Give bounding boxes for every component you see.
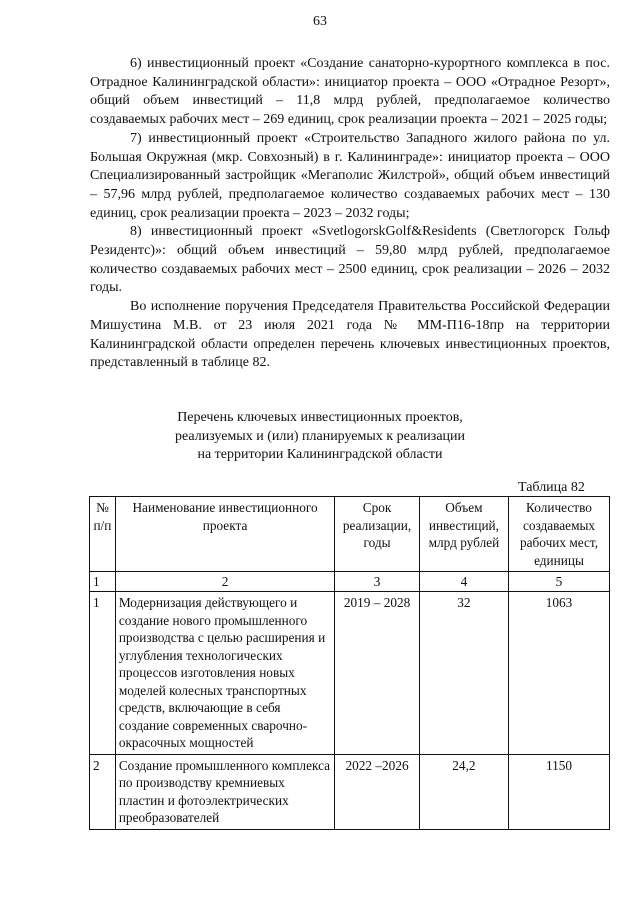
jobs-count: 1063 — [509, 592, 610, 755]
column-index: 4 — [419, 572, 508, 592]
header-investment-volume: Объем инвестиций, млрд рублей — [419, 497, 508, 572]
column-index: 2 — [115, 572, 335, 592]
body-text — [90, 55, 610, 373]
table-title-line: реализуемых и (или) планируемых к реализации — [174, 428, 466, 444]
investment-volume: 32 — [419, 592, 508, 755]
row-number: 1 — [90, 592, 116, 755]
jobs-count: 1150 — [509, 754, 610, 829]
table-label: Таблица 82 — [518, 480, 585, 495]
table-title-line: на территории Калининградской области — [197, 447, 443, 462]
project-term: 2022 –2026 — [335, 754, 420, 829]
table-header-row — [90, 497, 610, 572]
paragraph-instruction: Во исполнение поручения Председателя Правительства Российской Федерации Мишустина М.В. от 23 июля 2021 года № ММ-П16-18пр на территории Калининградской области определен перечень ключевых инвестиционных проектов, представленный в таблице 82. — [90, 299, 610, 371]
column-index: 1 — [90, 572, 116, 592]
table-title-line: Перечень ключевых инвестиционных проектов, — [177, 410, 463, 425]
header-jobs: Количество создаваемых рабочих мест, единицы — [509, 497, 610, 572]
column-index: 5 — [509, 572, 610, 592]
paragraph-project-8: 8) инвестиционный проект «SvetlogorskGolf&Residents (Светлогорск Гольф Резидентс)»: общий объем инвестиций – 59,80 млрд рублей, предполагаемое количество создаваемых рабочих мест – 2500 единиц, срок реализации – 2026 – 2032 годы. — [90, 224, 610, 296]
row-number: 2 — [90, 754, 116, 829]
project-name: Модернизация действующего и создание нового промышленного производства с целью расширения и углубления технологических процессов изготовления новых моделей колесных транспортных средств, включающие в себя создание современных сварочно-окрасочных мощностей — [115, 592, 335, 755]
project-term: 2019 – 2028 — [335, 592, 420, 755]
header-project-name: Наименование инвестиционного проекта — [115, 497, 335, 572]
investment-volume: 24,2 — [419, 754, 508, 829]
page-number: 63 — [313, 14, 327, 29]
paragraph-project-7: 7) инвестиционный проект «Строительство Западного жилого района по ул. Большая Окружная (мкр. Совхозный) в г. Калининграде»: инициатор проекта – ООО Специализированный застройщик «Мегаполис Жилстрой», общий объем инвестиций – 57,96 млрд рублей, предполагаемое количество создаваемых рабочих мест – 130 единиц, срок реализации проекта – 2023 – 2032 годы; — [90, 130, 610, 221]
investment-projects-table — [89, 496, 610, 830]
header-number: № п/п — [90, 497, 116, 572]
header-term: Срок реализации, годы — [335, 497, 420, 572]
column-index-row — [90, 572, 610, 592]
table-row — [90, 754, 610, 829]
project-name: Создание промышленного комплекса по производству кремниевых пластин и фотоэлектрических преобразователей — [115, 754, 335, 829]
column-index: 3 — [335, 572, 420, 592]
paragraph-project-6: 6) инвестиционный проект «Создание санаторно-курортного комплекса в пос. Отрадное Калининградской области»: инициатор проекта – ООО «Отрадное Резорт», общий объем инвестиций – 11,8 млрд рублей, предполагаемое количество создаваемых рабочих мест – 269 единиц, срок реализации проекта – 2021 – 2025 годы; — [90, 56, 610, 128]
table-title — [0, 409, 640, 465]
table-row — [90, 592, 610, 755]
